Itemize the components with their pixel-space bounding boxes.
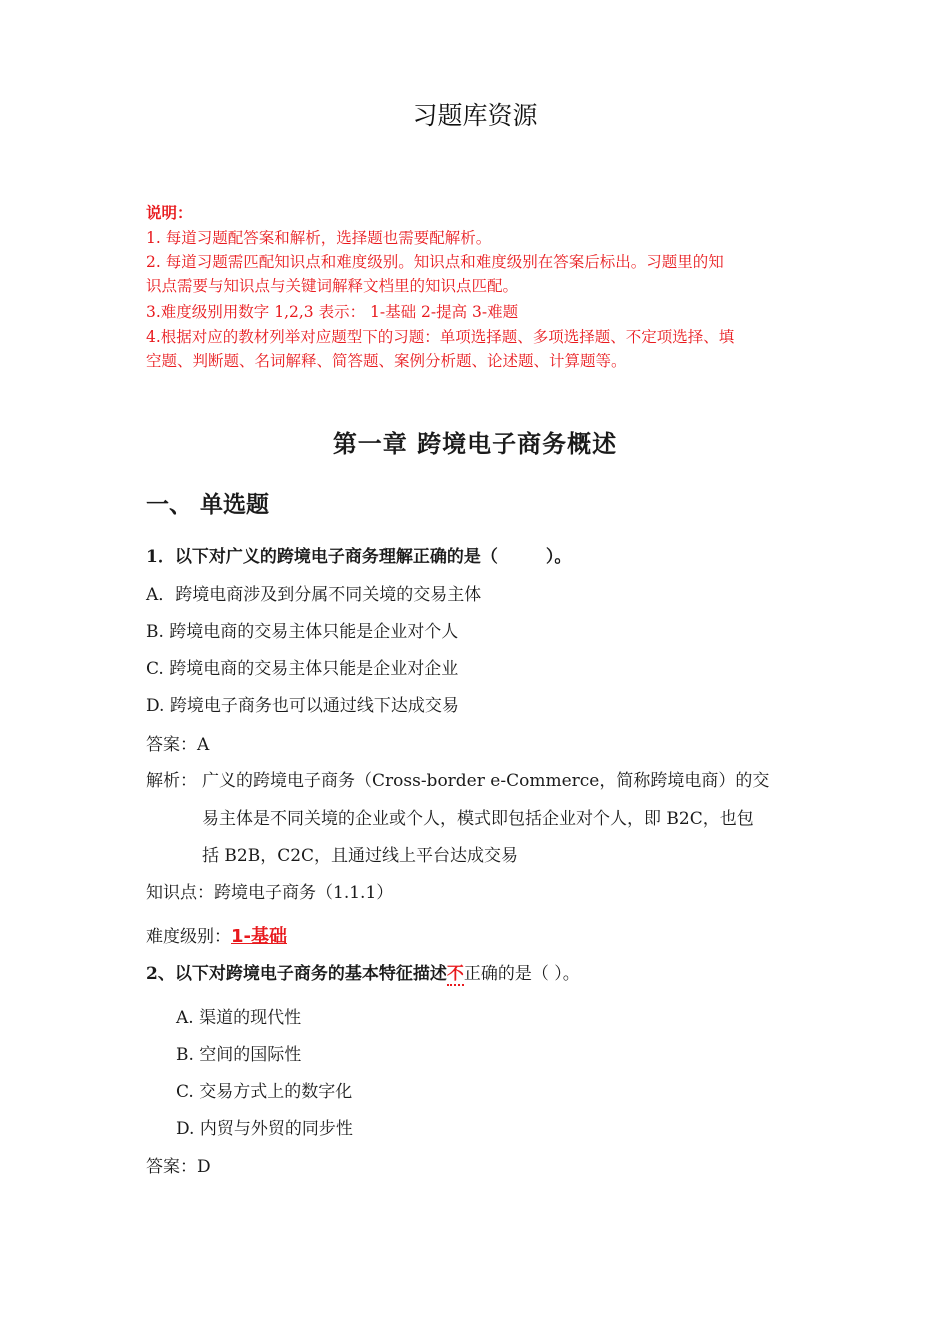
option-b: B. 空间的国际性 <box>176 1045 302 1065</box>
question-stem-text: 2、以下对跨境电子商务的基本特征描述 <box>146 964 447 984</box>
answer: 答案：A <box>146 735 210 755</box>
instruction-line: 1. 每道习题配答案和解析，选择题也需要配解析。 <box>146 229 492 247</box>
analysis-line: 易主体是不同关境的企业或个人，模式即包括企业对个人，即 B2C，也包 <box>202 809 754 829</box>
chapter-title: 第一章 跨境电子商务概述 <box>332 429 618 458</box>
instruction-line: 识点需要与知识点与关键词解释文档里的知识点匹配。 <box>146 277 519 295</box>
answer: 答案：D <box>146 1157 211 1177</box>
negation-mark: 不 <box>446 964 464 984</box>
instruction-line: 4.根据对应的教材列举对应题型下的习题：单项选择题、多项选择题、不定项选择、填 <box>146 328 735 346</box>
question-stem <box>146 959 580 984</box>
difficulty-value: 1-基础 <box>231 926 287 947</box>
analysis-line: 广义的跨境电子商务（Cross-border e-Commerce，简称跨境电商）的交 <box>202 771 770 791</box>
question-stem-text: 1．以下对广义的跨境电子商务理解正确的是（ <box>146 547 498 567</box>
option-c: C. 交易方式上的数字化 <box>176 1082 353 1102</box>
difficulty-level <box>146 922 287 948</box>
option-d: D. 跨境电子商务也可以通过线下达成交易 <box>146 696 459 716</box>
option-a: A．跨境电商涉及到分属不同关境的交易主体 <box>146 585 482 605</box>
document-title: 习题库资源 <box>412 101 538 130</box>
question-stem-end: 正确的是（ ）。 <box>463 964 580 984</box>
instruction-line: 2. 每道习题需匹配知识点和难度级别。知识点和难度级别在答案后标出。习题里的知 <box>146 253 724 271</box>
option-d: D. 内贸与外贸的同步性 <box>176 1119 353 1139</box>
question-stem <box>146 542 571 567</box>
difficulty-label: 难度级别： <box>146 927 231 947</box>
option-c: C. 跨境电商的交易主体只能是企业对企业 <box>146 659 459 679</box>
instruction-line: 3.难度级别用数字 1,2,3 表示： 1-基础 2-提高 3-难题 <box>146 303 519 321</box>
question-stem-end: ）。 <box>545 547 572 567</box>
option-a: A. 渠道的现代性 <box>176 1008 302 1028</box>
analysis-line: 括 B2B，C2C，且通过线上平台达成交易 <box>202 846 519 866</box>
analysis-label: 解析： <box>146 771 197 791</box>
instruction-line: 空题、判断题、名词解释、简答题、案例分析题、论述题、计算题等。 <box>146 352 627 370</box>
knowledge-point: 知识点：跨境电子商务（1.1.1） <box>146 883 394 903</box>
section-title: 一、 单选题 <box>146 491 270 518</box>
instructions-heading: 说明： <box>146 203 193 222</box>
option-b: B. 跨境电商的交易主体只能是企业对个人 <box>146 622 459 642</box>
